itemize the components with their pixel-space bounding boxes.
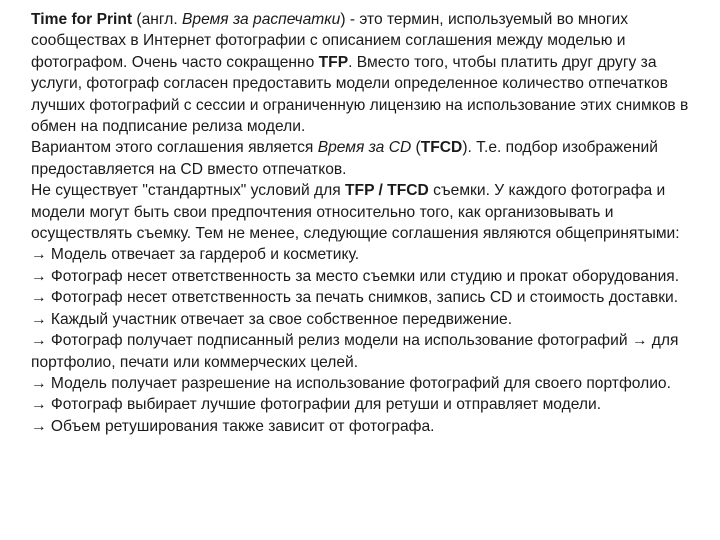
standard-paragraph [31, 180, 706, 244]
intro-paragraph [31, 9, 706, 137]
list-item [31, 394, 706, 415]
arrow-icon: → [31, 310, 47, 328]
variant-paragraph [31, 137, 706, 180]
agreement-list [31, 244, 706, 437]
list-item [31, 373, 706, 394]
arrow-icon: → [31, 267, 47, 285]
term-translation: Время за распечатки [182, 11, 341, 28]
arrow-icon: → [31, 374, 47, 392]
arrow-icon: → [31, 289, 47, 307]
list-item-text: Каждый участник отвечает за свое собственное передвижение. [46, 310, 513, 328]
variant-term: Время за CD [317, 139, 412, 157]
list-item-text: Объем ретуширования также зависит от фотографа. [46, 417, 435, 435]
intro-open: (англ. [132, 11, 183, 28]
arrow-icon: → [31, 246, 47, 264]
list-item [31, 266, 706, 287]
variant-rest: ). Т.е. подбор изображений предоставляется на CD вместо отпечатков. [31, 139, 658, 178]
arrow-icon: → [31, 396, 47, 414]
list-item [31, 287, 706, 308]
list-item-text: Фотограф несет ответственность за место съемки или студию и прокат оборудования. [46, 267, 680, 285]
abbr-tfcd: TFCD [420, 139, 463, 157]
list-item [31, 244, 706, 265]
list-item [31, 309, 706, 330]
abbr-tfp-tfcd: TFP / TFCD [345, 182, 429, 200]
standard-before: Не существует "стандартных" условий для [31, 182, 346, 200]
list-item [31, 330, 706, 373]
arrow-icon: → [31, 332, 47, 350]
intro-rest: . Вместо того, чтобы платить друг другу за услуги, фотограф согласен предоставить модели определенное количество отпечатков лучших фотографий с сессии и ограниченную лицензию на использование этих снимков в обмен на подписание релиза модели. [31, 53, 689, 136]
abbr-tfp: TFP [318, 53, 349, 71]
intro-body: ) - это термин, используемый во многих сообществах в Интернет фотографии с описанием соглашения между моделью и фотографом. Очень часто сокращенно [31, 11, 629, 71]
term-title: Time for Print [31, 11, 133, 28]
list-item-text: Модель отвечает за гардероб и косметику. [46, 246, 360, 264]
arrow-icon: → [31, 417, 47, 435]
list-item-text: Фотограф выбирает лучшие фотографии для ретуши и отправляет модели. [46, 396, 602, 414]
list-item [31, 416, 706, 437]
list-item-text: Модель получает разрешение на использование фотографий для своего портфолио. [46, 374, 671, 392]
standard-rest: съемки. У каждого фотографа и модели могут быть свои предпочтения относительно того, как организовывать и осуществлять съемку. Тем не менее, следующие соглашения являются общепринятыми: [31, 182, 680, 243]
variant-before: Вариантом этого соглашения является [31, 139, 318, 157]
list-item-text: Фотограф получает подписанный релиз модели на использование фотографий → для портфолио, печати или коммерческих целей. [31, 332, 679, 371]
variant-mid: ( [411, 139, 421, 157]
list-item-text: Фотограф несет ответственность за печать снимков, запись CD и стоимость доставки. [46, 289, 679, 307]
